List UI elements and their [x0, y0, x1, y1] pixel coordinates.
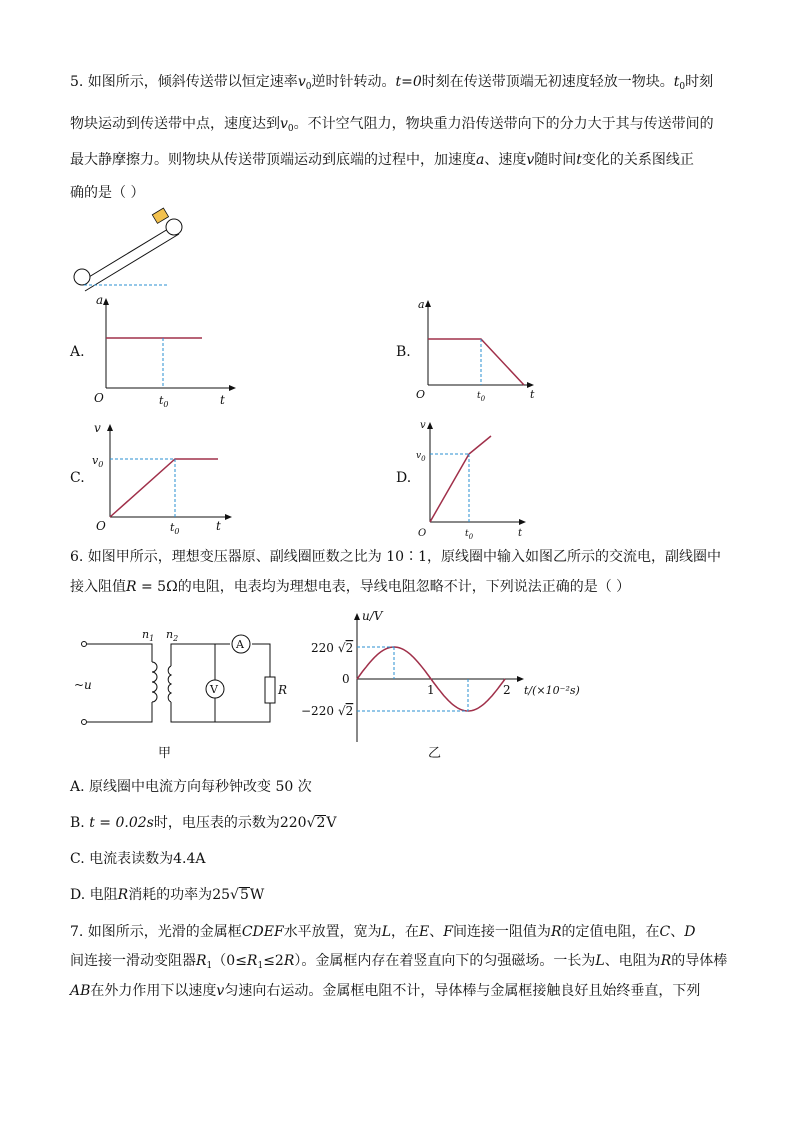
graph-c — [92, 420, 242, 535]
graph-a-t0-label: $t_0$ — [159, 394, 169, 409]
option-c-label: C. — [70, 470, 85, 486]
wave-tick-1: 1 — [427, 683, 435, 697]
graph-d-origin: O — [418, 528, 427, 539]
q7-line-3: AB在外力作用下以速度v匀速向右运动。金属框电阻不计，导体棒与金属框接触良好且始终垂直，下列 — [70, 983, 701, 999]
circuit-caption: 甲 — [158, 746, 172, 761]
wave-peak-label: 220 √2 — [311, 641, 354, 655]
wave-x-label: t/(×10⁻²s) — [524, 684, 580, 697]
q6-line-1: 6. 如图甲所示，理想变压器原、副线圈匝数之比为 10∶1，原线圈中输入如图乙所示的交流电，副线圈中 — [70, 549, 721, 565]
primary-wire-top — [87, 644, 152, 662]
q6-option-c: C. 电流表读数为4.4A — [70, 851, 206, 867]
belt-lower-pulley — [74, 269, 90, 285]
graph-a-origin: O — [94, 391, 104, 405]
wave-caption: 乙 — [428, 746, 442, 761]
graph-d-t0-label: $t_0$ — [465, 529, 474, 541]
ammeter-label: A — [236, 638, 244, 651]
input-terminal-top — [82, 642, 87, 647]
resistor-icon — [265, 677, 275, 703]
graph-b-x-label: t — [530, 388, 535, 401]
graph-a-y-arrow — [103, 298, 109, 305]
wave-tick-2: 2 — [503, 683, 511, 697]
graph-a-x-arrow — [229, 385, 236, 391]
graph-c-v0-label: $v_0$ — [92, 454, 104, 469]
belt-bottom-edge — [85, 234, 179, 291]
wave-y-arrow — [354, 613, 360, 620]
q5-line-2: 物块运动到传送带中点，速度达到$v_0$。不计空气阻力，物块重力沿传送带向下的分力大于其与传送带间的 — [70, 116, 714, 134]
wave-zero-label: 0 — [342, 672, 350, 686]
graph-b-y-arrow — [425, 300, 431, 307]
primary-coil — [152, 662, 157, 702]
q5-line-3: 最大静摩擦力。则物块从传送带顶端运动到底端的过程中，加速度a、速度v随时间t变化的关系图线正 — [70, 152, 694, 168]
secondary-coil — [168, 666, 171, 702]
option-a-label: A. — [70, 344, 85, 360]
source-label: ~u — [74, 678, 92, 692]
graph-c-y-arrow — [107, 424, 113, 431]
input-terminal-bottom — [82, 720, 87, 725]
graph-d — [414, 416, 544, 541]
graph-a-y-label: a — [96, 293, 104, 307]
n2-label: $n_2$ — [166, 628, 179, 643]
n1-label: $n_1$ — [142, 628, 155, 643]
q6-option-d: D. 电阻R消耗的功率为25√5W — [70, 887, 265, 903]
graph-b-origin: O — [416, 388, 426, 401]
graph-d-v0-label: $v_0$ — [416, 451, 426, 463]
graph-a-x-label: t — [220, 393, 225, 407]
wave-x-arrow — [517, 676, 524, 682]
primary-wire-bottom — [87, 702, 152, 722]
q7-line-2: 间连接一滑动变阻器$R_1(0\le R_1\le 2R)$。金属框内存在着竖直向下的匀强磁场。一长为L、电阻为R的导体棒 — [70, 953, 728, 971]
graph-c-x-label: t — [216, 519, 221, 533]
waveform-figure — [300, 604, 590, 764]
circuit-figure — [70, 622, 288, 767]
q6-line-2: 接入阻值R = 5Ω的电阻，电表均为理想电表，导线电阻忽略不计，下列说法正确的是（ ） — [70, 579, 631, 595]
q6-option-b: B. t = 0.02s时，电压表的示数为220√2V — [70, 815, 337, 831]
graph-d-x-arrow — [519, 519, 526, 525]
q5-line-1: 5. 如图所示，倾斜传送带以恒定速率$v_0$逆时针转动。t=0时刻在传送带顶端无初速度轻放一物块。$t_0$时刻 — [70, 74, 714, 92]
resistor-label: R — [278, 683, 288, 697]
conveyor-figure — [70, 205, 190, 295]
graph-d-curve — [430, 436, 491, 522]
graph-c-t0-label: $t_0$ — [170, 521, 180, 536]
q7-line-1: 7. 如图所示，光滑的金属框CDEF水平放置，宽为L，在E、F间连接一阻值为R的定值电阻，在C、D — [70, 924, 696, 940]
graph-b — [414, 296, 544, 406]
q5-line-4: 确的是（ ） — [70, 185, 145, 201]
wave-y-label: u/V — [362, 609, 383, 623]
option-d-label: D. — [396, 470, 412, 486]
graph-c-x-arrow — [225, 514, 232, 520]
belt-upper-pulley — [166, 219, 182, 235]
graph-a — [92, 293, 242, 409]
graph-d-y-label: v — [420, 420, 426, 431]
q6-option-a: A. 原线圈中电流方向每秒钟改变 50 次 — [70, 779, 312, 795]
graph-b-y-label: a — [418, 298, 425, 311]
graph-c-origin: O — [96, 519, 106, 533]
graph-c-curve — [110, 459, 218, 517]
graph-c-y-label: v — [94, 421, 101, 435]
graph-d-x-label: t — [518, 528, 523, 539]
block-on-belt — [152, 208, 168, 223]
belt-top-edge — [79, 226, 173, 283]
voltmeter-label: V — [210, 683, 218, 696]
secondary-wire-top — [171, 644, 230, 666]
graph-d-y-arrow — [427, 422, 433, 429]
option-b-label: B. — [396, 344, 411, 360]
graph-b-curve — [428, 339, 524, 385]
wave-trough-label: −220 √2 — [301, 704, 354, 718]
graph-b-t0-label: $t_0$ — [477, 391, 486, 403]
